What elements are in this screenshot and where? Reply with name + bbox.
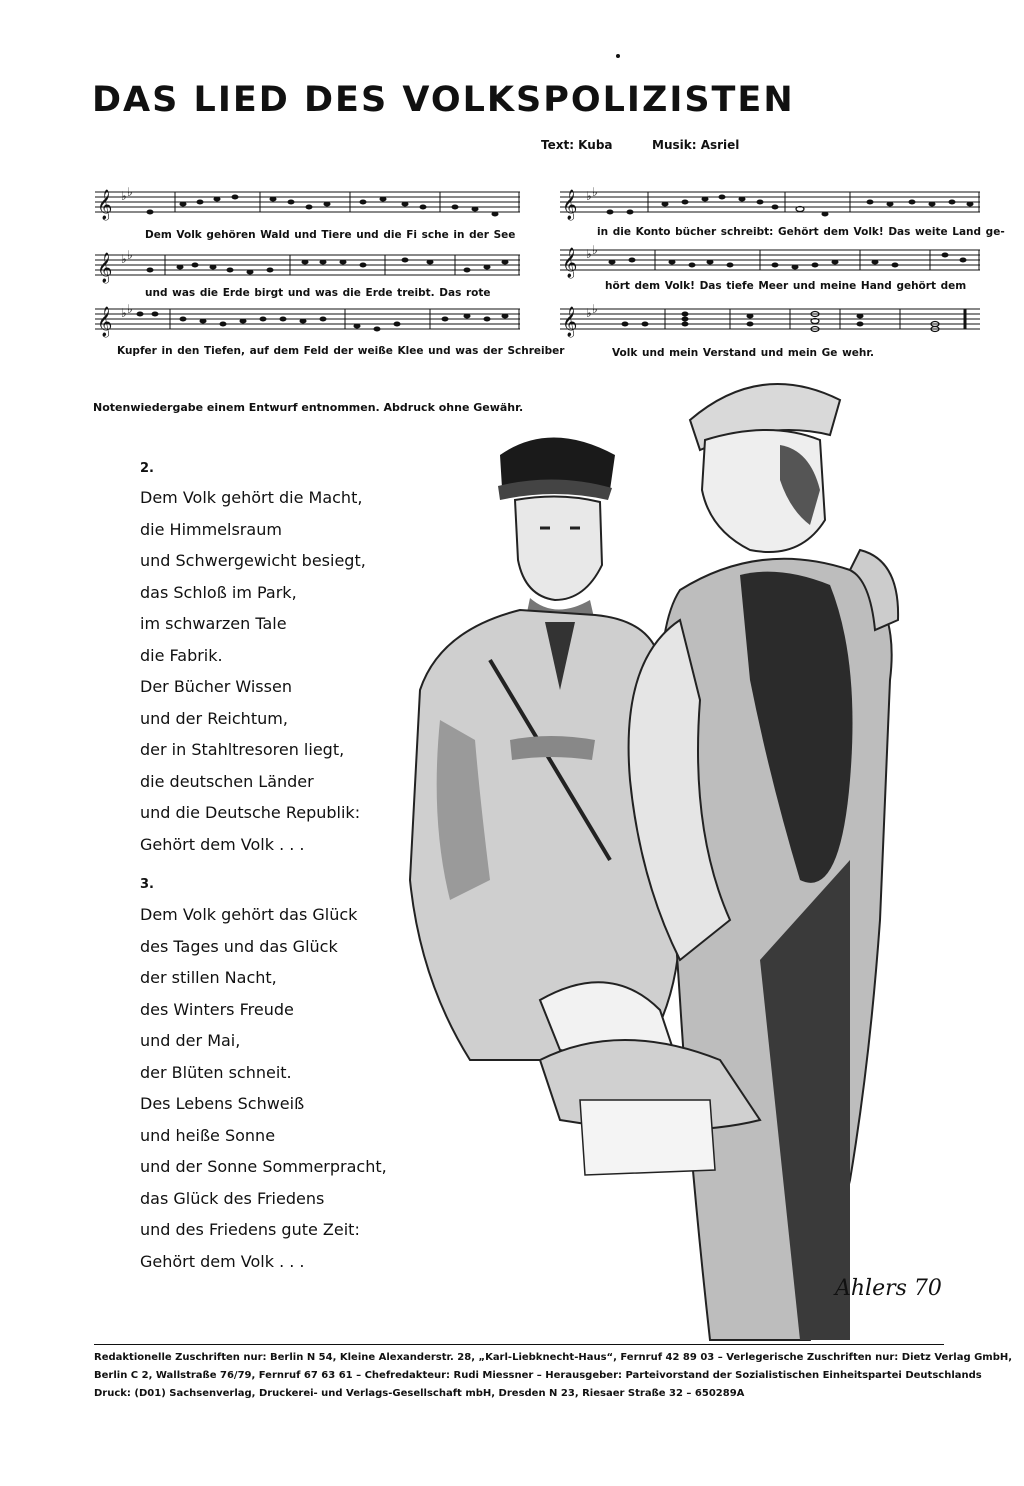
svg-text:♭: ♭ xyxy=(586,189,592,203)
credit-text: Text: Kuba xyxy=(541,138,613,152)
verse-3 xyxy=(140,899,387,1277)
verse-line: des Tages und das Glück xyxy=(140,936,338,956)
svg-text:𝄞: 𝄞 xyxy=(562,248,578,278)
music-staff xyxy=(95,246,520,284)
verse-line: die deutschen Länder xyxy=(140,771,314,791)
imprint-line: Druck: (D01) Sachsenverlag, Druckerei- und Verlags-Gesellschaft mbH, Dresden N 23, Riesaer Straße 32 – 650289A xyxy=(94,1388,745,1399)
verse-line: und heiße Sonne xyxy=(140,1125,276,1145)
verse-2 xyxy=(140,482,366,860)
verse-number: 3. xyxy=(140,877,154,892)
svg-text:♭: ♭ xyxy=(592,185,598,199)
verse-line: der Blüten schneit. xyxy=(140,1062,292,1082)
verse-line: und der Reichtum, xyxy=(140,708,288,728)
verse-line: Der Bücher Wissen xyxy=(140,677,292,696)
verse-line: und des Friedens gute Zeit: xyxy=(140,1220,360,1239)
print-dot xyxy=(616,54,620,58)
svg-text:𝄞: 𝄞 xyxy=(562,307,578,337)
svg-text:♭: ♭ xyxy=(127,185,133,199)
svg-text:𝄞: 𝄞 xyxy=(97,253,113,283)
svg-text:𝄞: 𝄞 xyxy=(562,190,578,220)
svg-text:♭: ♭ xyxy=(127,302,133,316)
verse-line: die Himmelsraum xyxy=(140,519,282,539)
verse-line: Des Lebens Schweiß xyxy=(140,1094,305,1113)
verse-line: der in Stahltresoren liegt, xyxy=(140,740,345,759)
svg-text:♭: ♭ xyxy=(121,252,127,266)
reproduction-note: Notenwiedergabe einem Entwurf entnommen. Abdruck ohne Gewähr. xyxy=(93,401,524,414)
lyric-line: hört dem Volk! Das tiefe Meer und meine Hand gehört dem xyxy=(605,280,967,292)
page-title: DAS LIED DES VOLKSPOLIZISTEN xyxy=(92,80,795,120)
music-staff xyxy=(560,241,980,279)
lyric-line: in die Konto bücher schreibt: Gehört dem Volk! Das weite Land ge- xyxy=(597,226,1005,238)
verse-line: und der Mai, xyxy=(140,1031,241,1050)
lyric-line: und was die Erde birgt und was die Erde treibt. Das rote xyxy=(145,287,491,299)
imprint-line: Berlin C 2, Wallstraße 76/79, Fernruf 67 63 61 – Chefredakteur: Rudi Miessner – Herausgeber: Parteivorstand der Sozialistischen Einheitspartei Deutschlands xyxy=(94,1370,982,1381)
svg-text:♭: ♭ xyxy=(586,306,592,320)
credit-music: Musik: Asriel xyxy=(652,138,740,152)
music-staff xyxy=(95,300,520,338)
svg-text:♭: ♭ xyxy=(121,189,127,203)
lyric-line: Dem Volk gehören Wald und Tiere und die Fi sche in der See xyxy=(145,229,516,241)
illustration-handshake xyxy=(380,360,942,1360)
music-staff xyxy=(560,300,980,338)
verse-line: und der Sonne Sommerpracht, xyxy=(140,1157,387,1176)
verse-line: Dem Volk gehört das Glück xyxy=(140,905,358,924)
svg-text:♭: ♭ xyxy=(121,306,127,320)
verse-line: Gehört dem Volk . . . xyxy=(140,1251,305,1271)
svg-text:♭: ♭ xyxy=(592,302,598,316)
verse-line: des Winters Freude xyxy=(140,999,294,1019)
svg-text:♭: ♭ xyxy=(586,247,592,261)
lyric-line: Volk und mein Verstand und mein Ge wehr. xyxy=(612,347,875,359)
music-staff xyxy=(560,183,980,221)
imprint-footer xyxy=(94,1344,1013,1403)
verse-line: das Schloß im Park, xyxy=(140,582,297,602)
verse-line: Gehört dem Volk . . . xyxy=(140,834,305,854)
svg-text:♭: ♭ xyxy=(592,243,598,257)
verse-line: der stillen Nacht, xyxy=(140,968,277,987)
verse-line: und Schwergewicht besiegt, xyxy=(140,551,366,570)
verse-line: und die Deutsche Republik: xyxy=(140,803,361,822)
verse-line: das Glück des Friedens xyxy=(140,1188,325,1208)
svg-text:𝄞: 𝄞 xyxy=(97,190,113,220)
lyric-line: Kupfer in den Tiefen, auf dem Feld der weiße Klee und was der Schreiber xyxy=(117,345,565,357)
music-staff xyxy=(95,183,520,221)
artist-signature: Ahlers 70 xyxy=(835,1276,942,1301)
imprint-line: Redaktionelle Zuschriften nur: Berlin N 54, Kleine Alexanderstr. 28, „Karl-Liebknecht-Haus“, Fernruf 42 89 03 – Verlegerische Zuschriften nur: Dietz Verlag GmbH, xyxy=(94,1352,1013,1363)
verse-line: im schwarzen Tale xyxy=(140,614,287,633)
svg-text:♭: ♭ xyxy=(127,248,133,262)
verse-line: Dem Volk gehört die Macht, xyxy=(140,488,363,507)
verse-line: die Fabrik. xyxy=(140,645,223,665)
svg-text:𝄞: 𝄞 xyxy=(97,307,113,337)
verse-number: 2. xyxy=(140,461,154,476)
